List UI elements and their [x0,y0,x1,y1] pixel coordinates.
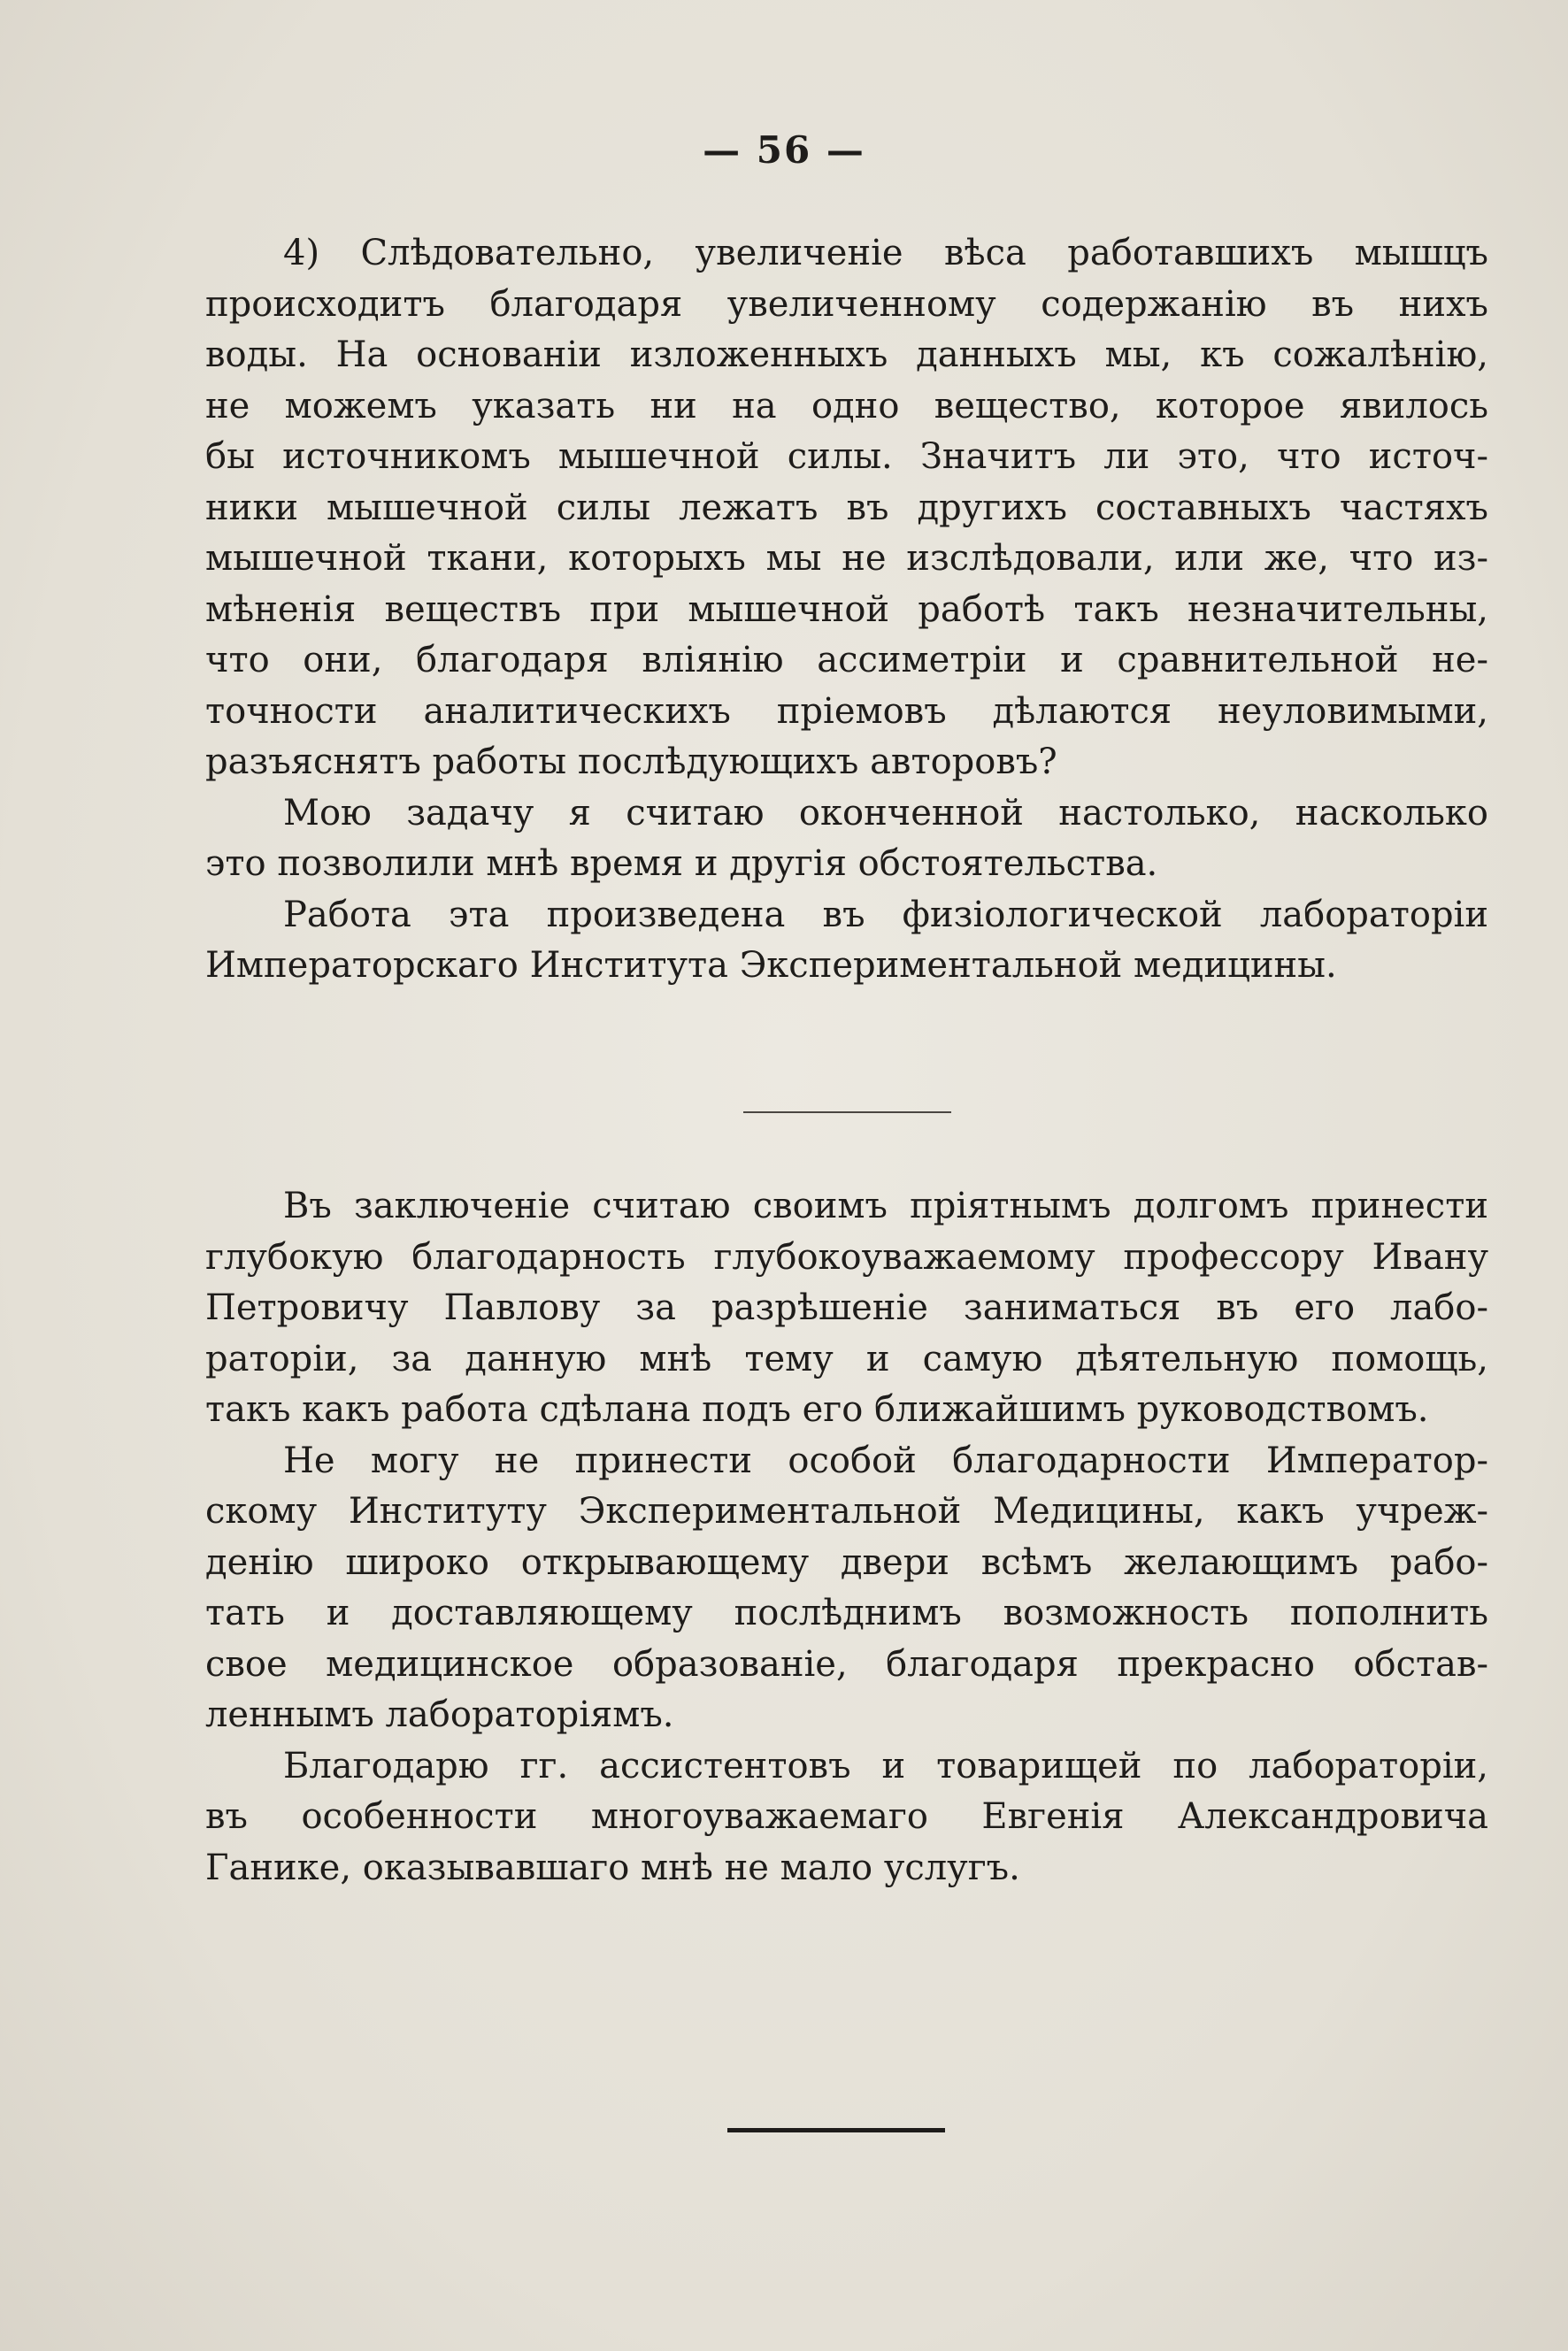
text-line: мышечной ткани, которыхъ мы не изслѣдовали, или же, что из- [205,538,1488,579]
text-line: что они, благодаря вліянію ассиметріи и сравнительной не- [205,640,1488,680]
text-line: Не могу не принести особой благодарности Император- [283,1440,1488,1481]
text-line: происходитъ благодаря увеличенному содержанію въ нихъ [205,283,1488,325]
text-line: леннымъ лабораторіямъ. [205,1694,674,1735]
text-line: не можемъ указать ни на одно вещество, которое явилось [205,385,1488,426]
text-line: такъ какъ работа сдѣлана подъ его ближайшимъ руководствомъ. [205,1389,1429,1430]
paragraph-thanks-institute [205,1436,1488,1741]
text-line: ники мышечной силы лежатъ въ другихъ составныхъ частяхъ [205,487,1488,528]
text-line: Благодарю гг. ассистентовъ и товарищей по лабораторіи, [283,1745,1488,1786]
section-divider [743,1111,951,1113]
conclusion-section [205,228,1488,992]
text-line: раторіи, за данную мнѣ тему и самую дѣятельную помощь, [205,1338,1488,1379]
text-line: Петровичу Павлову за разрѣшеніе заниматься въ его лабо- [205,1287,1488,1328]
text-line: воды. На основаніи изложенныхъ данныхъ мы, къ сожалѣнію, [205,334,1488,375]
page-number: — 56 — [703,128,865,172]
text-line: въ особенности многоуважаемаго Евгенія Александровича [205,1796,1488,1837]
paragraph-conclusion-4 [205,228,1488,788]
text-line: свое медицинское образованіе, благодаря прекрасно обстав- [205,1643,1488,1685]
text-line: Мою задачу я считаю оконченной настолько, насколько [283,792,1488,834]
text-line: разъяснятъ работы послѣдующихъ авторовъ? [205,741,1057,782]
text-line: глубокую благодарность глубокоуважаемому профессору Ивану [205,1236,1488,1278]
text-line: 4) Слѣдовательно, увеличеніе вѣса работавшихъ мышцъ [283,233,1488,273]
text-line: Императорскаго Института Экспериментальной медицины. [205,945,1337,986]
end-rule [727,2128,945,2132]
text-line: бы источникомъ мышечной силы. Значитъ ли это, что источ- [205,436,1488,477]
text-line: это позволили мнѣ время и другія обстоятельства. [205,843,1158,884]
paragraph-thanks-assistants [205,1741,1488,1894]
text-line: Ганике, оказывавшаго мнѣ не мало услугъ. [205,1847,1020,1888]
text-line: Работа эта произведена въ физіологической лабораторіи [283,894,1488,935]
paragraph-laboratory [205,890,1488,992]
text-line: скому Институту Экспериментальной Медицины, какъ учреж- [205,1491,1488,1532]
text-line: денію широко открывающему двери всѣмъ желающимъ рабо- [205,1541,1488,1583]
text-line: тать и доставляющему послѣднимъ возможность пополнить [205,1593,1488,1633]
acknowledgements-section [205,1181,1488,1894]
text-line: точности аналитическихъ пріемовъ дѣлаются неуловимыми, [205,690,1488,732]
paragraph-task-complete [205,788,1488,890]
text-line: Въ заключеніе считаю своимъ пріятнымъ долгомъ принести [283,1186,1488,1226]
text-line: мѣненія веществъ при мышечной работѣ такъ незначительны, [205,588,1488,630]
paragraph-thanks-pavlov [205,1181,1488,1436]
